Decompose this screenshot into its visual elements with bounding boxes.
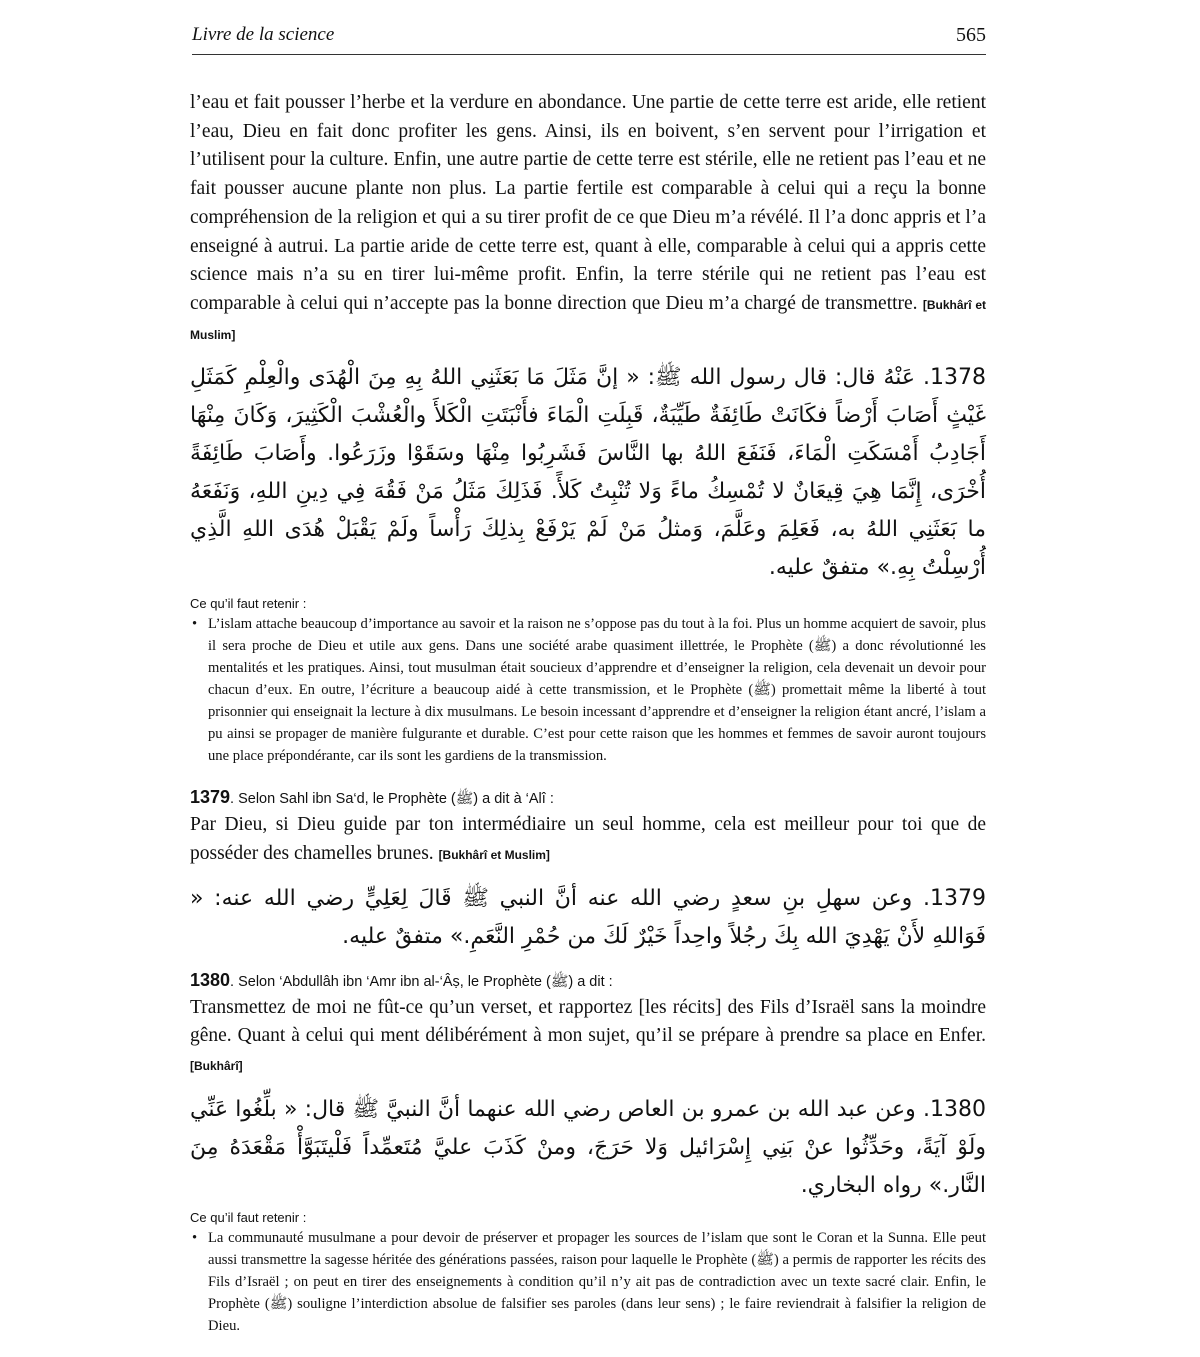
retenir-label: Ce qu’il faut retenir : (190, 596, 307, 612)
page-number: 565 (956, 24, 986, 46)
note-item (190, 1227, 986, 1337)
hadith-number: 1380 (190, 969, 231, 990)
hadith-translation (190, 89, 986, 349)
hadith-1379 (190, 785, 986, 955)
arabic-text: 1379. وعن سهلِ بنِ سعدٍ رضي الله عنه أنَّ النبي ﷺ قَالَ لِعَلِيٍّ رضي الله عنه: « فَوَاللهِ لأَنْ يَهْدِيَ الله بِكَ رجُلاً واحِداً خَيْرٌ لَكَ من حُمْرِ النَّعَمِ.» متفقٌ عليه. (190, 885, 986, 949)
hadith-translation (190, 811, 986, 869)
hadith-heading (190, 785, 986, 811)
source-reference: [Bukhârî et Muslim] (190, 297, 987, 342)
running-title: Livre de la science (192, 24, 335, 45)
source-reference: [Bukhârî] (190, 1059, 243, 1074)
note-item (190, 613, 986, 767)
note-text: L’islam attache beaucoup d’importance au savoir et la raison ne s’oppose pas du tout à la foi. Plus un homme acquiert de savoir, plus il sera proche de Dieu et utile aux gens. Dans une société arabe quasiment illettrée, le Prophète (ﷺ) a donc révolutionné les mentalités et les pratiques. Ainsi, tout musulman était soucieux d’apprendre et d’enseigner la religion, cela devenait un devoir pour chacun d’eux. En outre, l’écriture a beaucoup aidé à cette transmission, et le Prophète (ﷺ) promettait même la liberté à tout prisonnier qui enseignait la lecture à dix musulmans. Le besoin incessant d’apprendre et d’enseigner la religion étant ancré, l’islam a pu ainsi se propager de manière fulgurante et durable. C’est pour cette raison que les hommes et femmes de savoir auront toujours une place prépondérante, car ils sont les gardiens de la transmission. (208, 616, 986, 765)
hadith-intro: . Selon Sahl ibn Sa‘d, le Prophète (ﷺ) a dit à ‘Alî : (230, 791, 554, 808)
hadith-intro: . Selon ‘Abdullâh ibn ‘Amr ibn al-‘Âṣ, le Prophète (ﷺ) a dit : (230, 973, 613, 990)
translation-text: l’eau et fait pousser l’herbe et la verdure en abondance. Une partie de cette terre est aride, elle retient l’eau, Dieu en fait donc profiter les gens. Ainsi, ils en boivent, s’en servent pour l’irrigation et l’utilisent pour la culture. Enfin, une autre partie de cette terre est stérile, elle ne retient pas l’eau et ne fait pousser aucune plante non plus. La partie fertile est comparable à celui qui a reçu la bonne compréhension de la religion et qui a su tirer profit de ce que Dieu m’a révélé. Il l’a donc appris et l’a enseigné à autrui. La partie aride de cette terre est, quant à elle, comparable à celui qui a appris cette science mais n’a su en tirer lui-même profit. Enfin, la terre stérile qui ne retient pas l’eau est comparable à celui qui n’accepte pas la bonne direction que Dieu m’a chargé de transmettre. (190, 92, 986, 314)
arabic-text: 1378. عَنْهُ قال: قال رسول الله ﷺ: « إنَّ مَثَلَ مَا بَعَثَنِي اللهُ بِهِ مِنَ الْهُدَى والْعِلْمِ كَمَثَلِ غَيْثٍ أَصَابَ أَرْضاً فكَانَتْ طَائِفَةٌ طَيِّبَةٌ، قَبِلَتِ الْمَاءَ فأَنْبَتَتِ الْكَلأَ والْعُشْبَ الْكَثِيرَ، وَكَانَ مِنْهَا أَجَادِبُ أَمْسَكَتِ الْمَاءَ، فَنَفَعَ اللهُ بها النَّاسَ فَشَرِبُوا مِنْهَا وسَقَوْا وزَرَعُوا. وأَصَابَ طَائِفَةً أُخْرَى، إِنَّمَا هِيَ قِيعَانٌ لا تُمْسِكُ ماءً وَلا تُنْبِتُ كَلأً. فَذَلِكَ مَثَلُ مَنْ فَقُهَ فِي دِينِ اللهِ، وَنَفَعَهُ ما بَعَثَنِي اللهُ به، فَعَلِمَ وعَلَّمَ، وَمثلُ مَنْ لَمْ يَرْفَعْ بِذلِكَ رَأْساً ولَمْ يَقْبَلْ هُدَى اللهِ الَّذِي أُرْسِلْتُ بِهِ.» متفقٌ عليه. (190, 365, 986, 581)
hadith-1378 (190, 89, 986, 767)
bullet-icon: • (192, 616, 198, 633)
page-body (190, 0, 986, 1357)
hadith-translation (190, 994, 986, 1081)
source-reference: [Bukhârî et Muslim] (438, 848, 550, 863)
arabic-text: 1380. وعن عبد الله بن عمرو بن العاص رضي الله عنهما أنَّ النبيَّ ﷺ قال: « بلِّغُوا عَنِّي ولَوْ آيَةً، وحَدِّثُوا عنْ بَنِي إِسْرَائيل وَلا حَرَجَ، ومنْ كَذَبَ عليَّ مُتَعمِّداً فَلْيتَبَوَّأْ مَقْعَدَهُ مِنَ النَّار.» رواه البخاري. (190, 1096, 986, 1198)
hadith-1380 (190, 968, 986, 1337)
hadith-heading (190, 968, 986, 994)
translation-text: Par Dieu, si Dieu guide par ton intermédiaire un seul homme, cela est meilleur pour toi que de posséder des chamelles brunes. (190, 814, 986, 865)
note-text: La communauté musulmane a pour devoir de préserver et propager les sources de l’islam que sont le Coran et la Sunna. Elle peut aussi transmettre la sagesse héritée des générations passées, raison pour laquelle le Prophète (ﷺ) a permis de rapporter les récits des Fils d’Israël ; on peut en tirer des enseignements à condition qu’il n’y ait pas de contradiction avec un texte sacré clair. Enfin, le Prophète (ﷺ) souligne l’interdiction absolue de falsifier ses paroles (dans leur sens) ; le faire reviendrait à falsifier la religion de Dieu. (208, 1229, 987, 1334)
translation-text: Transmettez de moi ne fût-ce qu’un verset, et rapportez [les récits] des Fils d’Israël sans la moindre gêne. Quant à celui qui ment délibérément à mon sujet, qu’il se prépare à prendre sa place en Enfer. (190, 996, 986, 1047)
hadith-number: 1379 (190, 787, 231, 808)
bullet-icon: • (192, 1229, 198, 1246)
retenir-label: Ce qu’il faut retenir : (190, 1209, 307, 1225)
